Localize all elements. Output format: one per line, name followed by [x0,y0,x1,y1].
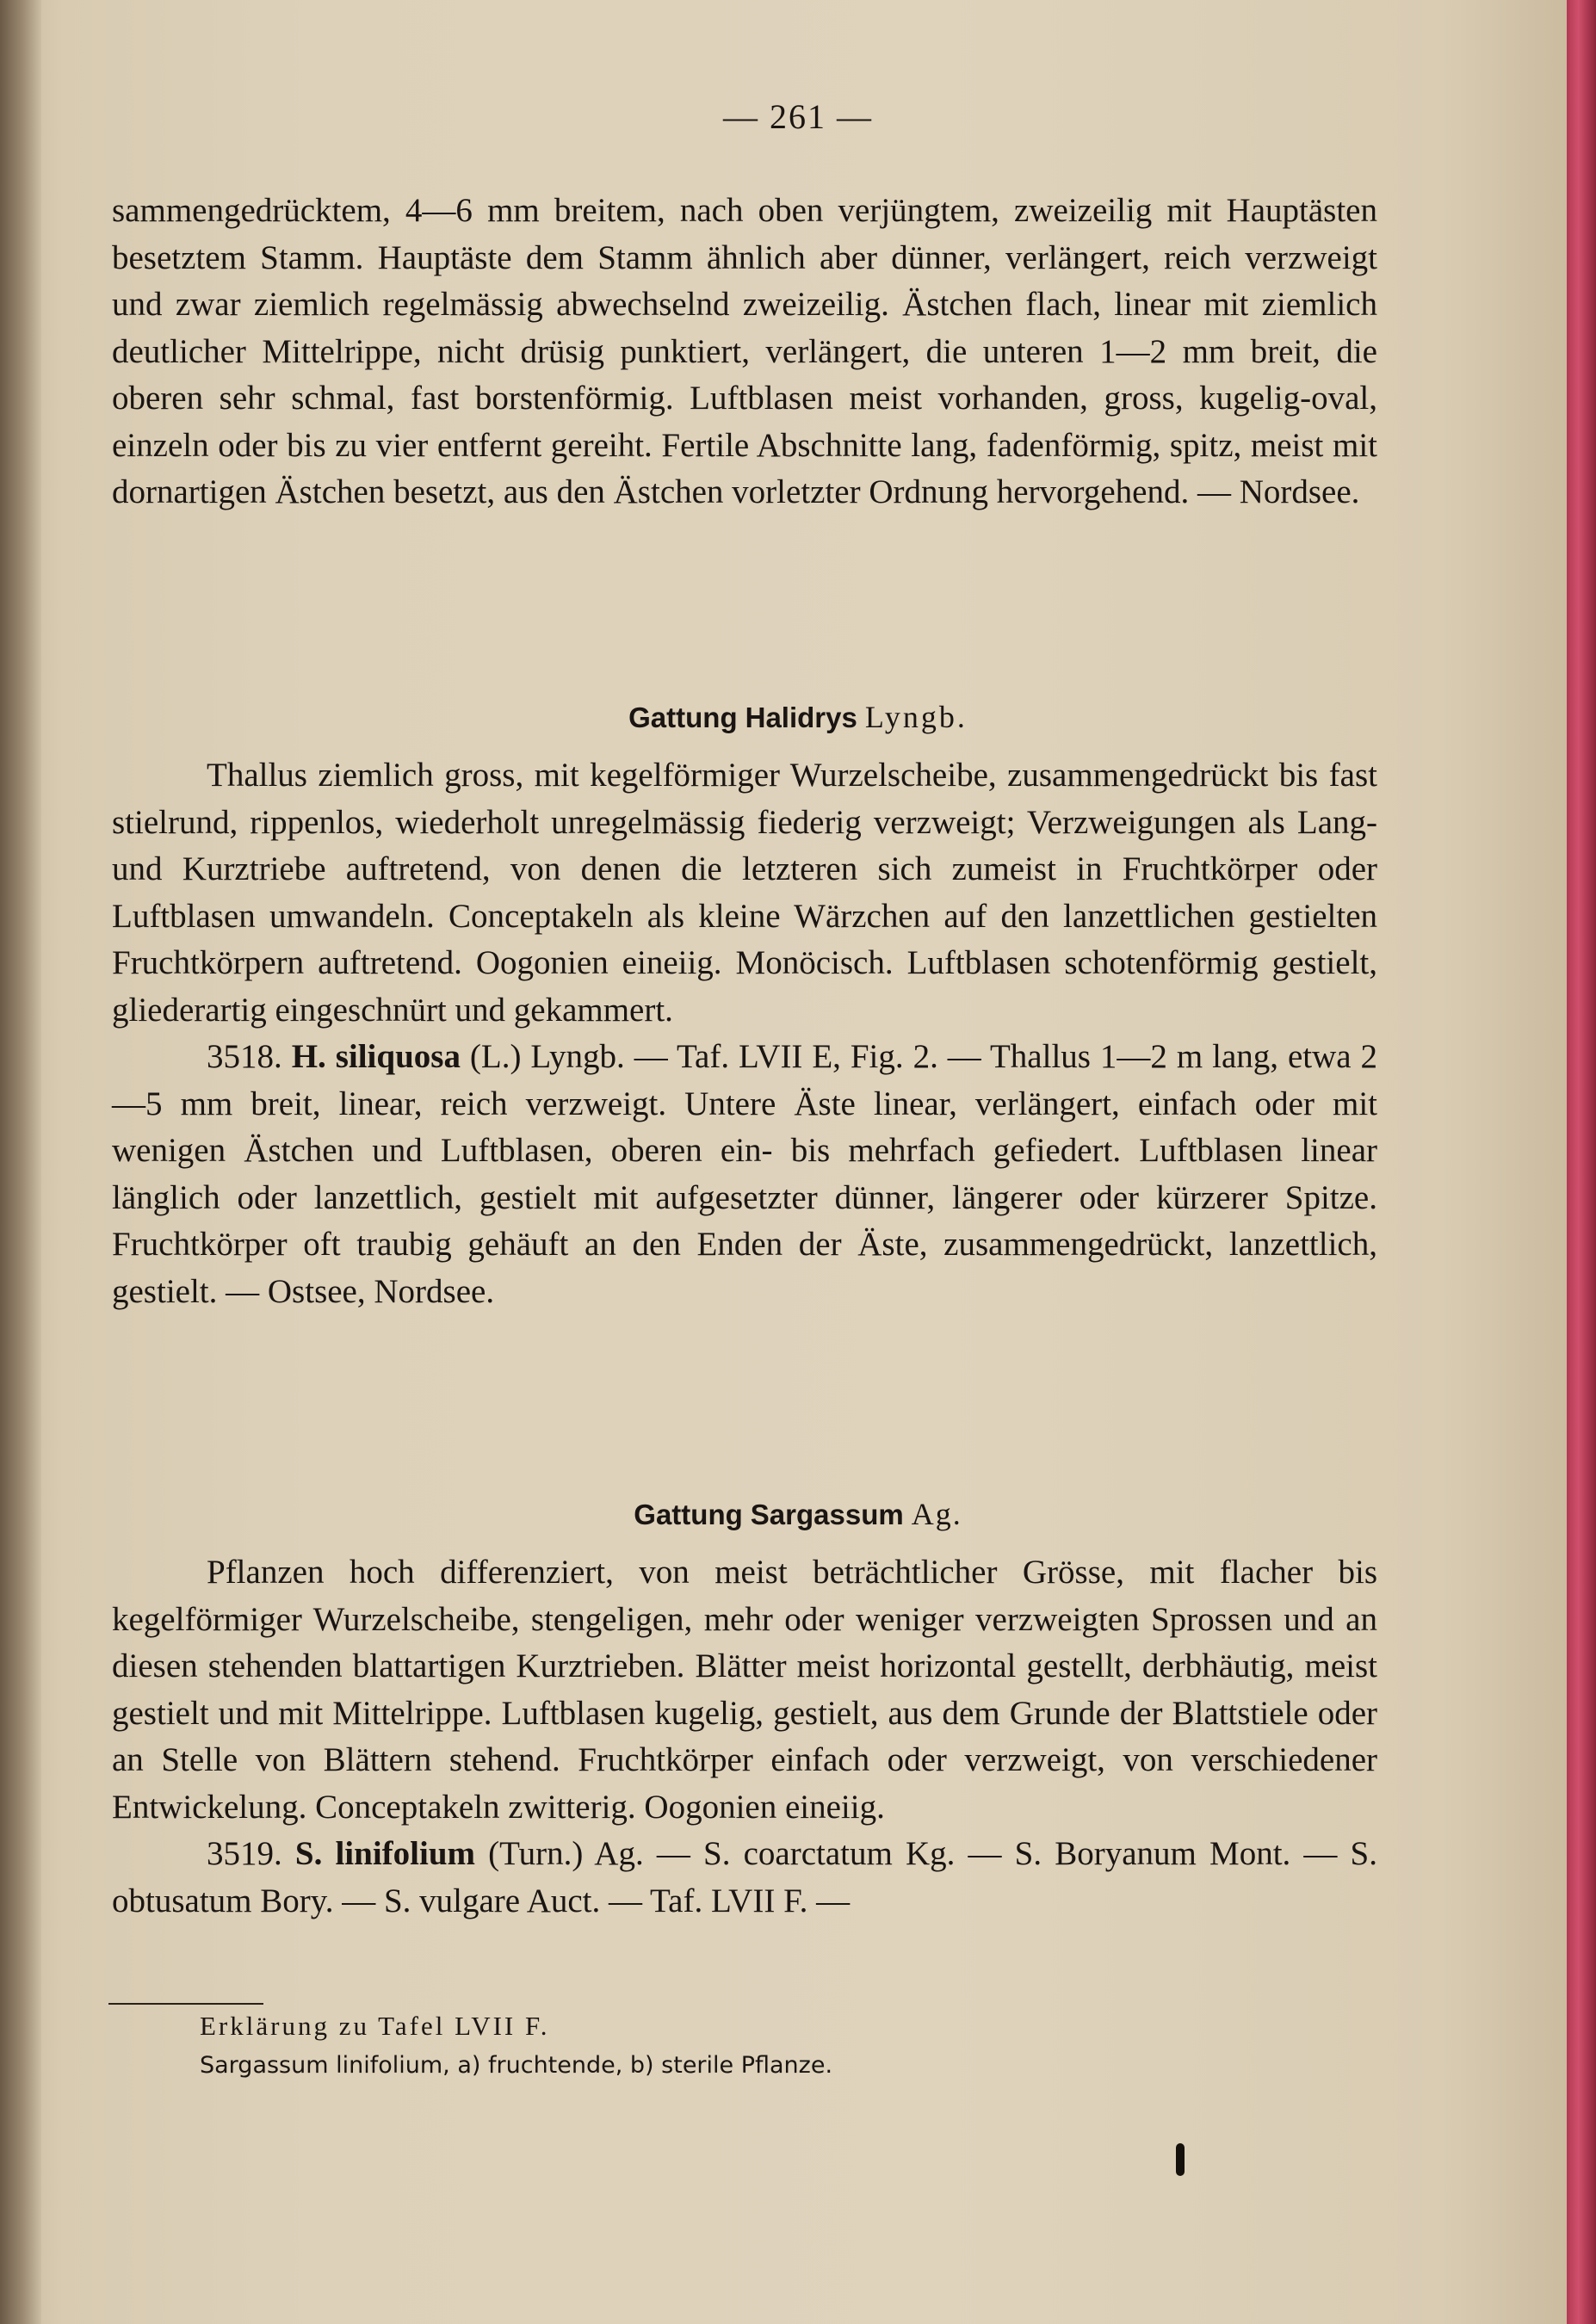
species-name: S. linifolium [294,1835,476,1872]
species-number: 3518. [207,1038,282,1075]
heading-genus: Sargassum [750,1499,904,1530]
species-entry-3518 [112,1034,1377,1315]
genus-heading-sargassum [0,1496,1596,1532]
footnote-title: Erklärung zu Tafel LVII F. [200,2011,550,2041]
page-number: — 261 — [723,97,873,136]
genus-description-halidrys [112,752,1377,1315]
species-number: 3519. [207,1835,282,1872]
species-text: (Turn.) Ag. — S. coarctatum Kg. — S. Boryanum Mont. — S. obtusatum Bory. — S. vulgare Auct. — Taf. LVII F. — [112,1835,1377,1919]
heading-author: Lyngb. [864,700,968,734]
book-cover-edge [1567,0,1596,2324]
genus-description-sargassum [112,1549,1377,1925]
footnote-text: Sargassum linifolium, a) fruchtende, b) sterile Pflanze. [200,2052,833,2079]
species-entry-3519 [112,1831,1377,1925]
ink-mark [1176,2143,1185,2176]
species-name: H. siliquosa [291,1038,461,1075]
heading-label: Gattung [628,702,738,733]
genus-heading-halidrys [0,699,1596,735]
footnote-rule [108,2003,263,2005]
paragraph-continuation [112,188,1377,516]
heading-author: Ag. [911,1497,962,1531]
paragraph-text: Pflanzen hoch differenziert, von meist beträchtlicher Grösse, mit flacher bis kegelförmiger Wurzelscheibe, stengeligen, mehr oder weniger verzweigten Sprossen und an diesen stehenden blattartigen Kurztrieben. Blätter meist horizontal gestellt, derbhäutig, meist gestielt und mit Mittelrippe. Luftblasen kugelig, gestielt, aus dem Grunde der Blattstiele oder an Stelle von Blättern stehend. Fruchtkörper einfach oder verzweigt, von verschiedener Entwickelung. Conceptakeln zwitterig. Oogonien eineiig. [112,1554,1377,1826]
species-text: (L.) Lyngb. — Taf. LVII E, Fig. 2. — Thallus 1—2 m lang, etwa 2—5 mm breit, linear, reich verzweigt. Untere Äste linear, verlängert, einfach oder mit wenigen Ästchen und Luftblasen, oberen ein- bis mehrfach gefiedert. Luftblasen linear länglich oder lanzettlich, gestielt mit aufgesetzter dünner, längerer oder kürzerer Spitze. Fruchtkörper oft traubig gehäuft an den Enden der Äste, zusammengedrückt, lanzettlich, gestielt. — Ostsee, Nordsee. [112,1038,1377,1310]
heading-genus: Halidrys [745,702,857,733]
paragraph-text: Thallus ziemlich gross, mit kegelförmiger Wurzelscheibe, zusammengedrückt bis fast stielrund, rippenlos, wiederholt unregelmässig fiederig verzweigt; Verzweigungen als Lang- und Kurztriebe auftretend, von denen die letzteren sich zumeist in Fruchtkörper oder Luftblasen umwandeln. Conceptakeln als kleine Wärzchen auf den lanzettlichen gestielten Fruchtkörpern auftretend. Oogonien eineiig. Monöcisch. Luftblasen schotenförmig gestielt, gliederartig eingeschnürt und gekammert. [112,757,1377,1029]
book-spine-shadow [0,0,41,2324]
heading-label: Gattung [634,1499,743,1530]
paragraph-text: sammengedrücktem, 4—6 mm breitem, nach oben verjüngtem, zweizeilig mit Hauptästen besetztem Stamm. Hauptäste dem Stamm ähnlich aber dünner, verlängert, reich verzweigt und zwar ziemlich regelmässig abwechselnd zweizeilig. Ästchen flach, linear mit ziemlich deutlicher Mittelrippe, nicht drüsig punktiert, verlängert, die unteren 1—2 mm breit, die oberen sehr schmal, fast borstenförmig. Luftblasen meist vorhanden, gross, kugelig-oval, einzeln oder bis zu vier entfernt gereiht. Fertile Abschnitte lang, fadenförmig, spitz, meist mit dornartigen Ästchen besetzt, aus den Ästchen vorletzter Ordnung hervorgehend. — Nordsee. [112,192,1377,510]
